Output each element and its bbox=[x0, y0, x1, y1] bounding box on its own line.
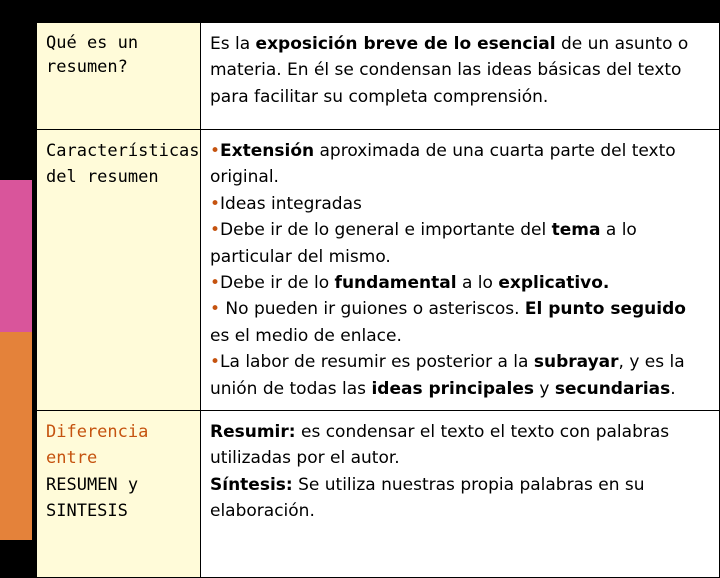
text-span: Se utiliza nuestras propia palabras en su elaboración. bbox=[210, 474, 645, 522]
text-span: Ideas integradas bbox=[220, 193, 362, 214]
list-item bbox=[210, 138, 710, 191]
bold-span: explicativo. bbox=[498, 273, 610, 294]
definition-cell bbox=[201, 23, 720, 130]
list-item bbox=[210, 296, 710, 349]
text-span: a lo bbox=[456, 273, 499, 294]
summary-table bbox=[36, 22, 720, 578]
text-span: Debe ir de lo general e importante del bbox=[220, 220, 552, 241]
definition-resumir bbox=[210, 419, 710, 472]
text-span: La labor de resumir es posterior a la bbox=[220, 352, 534, 373]
text-span: de un asunto o materia. En él se condensan las ideas básicas del texto para facilitar su completa comprensión. bbox=[210, 34, 689, 107]
bold-span: El punto seguido bbox=[524, 299, 686, 320]
text-span: aproximada de una cuarta parte del texto original. bbox=[210, 141, 676, 188]
row-label: Qué es un resumen? bbox=[46, 33, 139, 77]
left-stripe-bottom bbox=[0, 332, 32, 540]
text-span: Debe ir de lo bbox=[220, 273, 335, 294]
bullet: • bbox=[210, 352, 221, 373]
left-stripe-top bbox=[0, 0, 32, 180]
text-span: es el medio de enlace. bbox=[210, 325, 402, 346]
bold-span: Extensión bbox=[220, 141, 315, 161]
list-item bbox=[210, 349, 710, 402]
table-row bbox=[37, 23, 720, 130]
table-row bbox=[37, 411, 720, 578]
label-what-is-summary bbox=[37, 23, 201, 130]
left-stripe-middle bbox=[0, 180, 32, 332]
bold-span: ideas principales bbox=[371, 378, 534, 399]
text-span: . bbox=[670, 378, 676, 399]
bullet: • bbox=[210, 141, 221, 161]
text-span: Es la bbox=[210, 34, 256, 54]
characteristics-cell bbox=[201, 130, 720, 411]
bold-span: tema bbox=[551, 220, 601, 241]
row-label: entre bbox=[46, 448, 98, 469]
list-item bbox=[210, 191, 710, 217]
bold-span: subrayar bbox=[533, 352, 619, 373]
definition-sintesis bbox=[210, 472, 710, 525]
bullet: • bbox=[210, 299, 221, 320]
bold-span: secundarias bbox=[554, 378, 671, 399]
row-label: RESUMEN y SINTESIS bbox=[46, 474, 139, 522]
bullet: • bbox=[210, 193, 221, 214]
text-span: , y es la unión de todas las bbox=[210, 352, 685, 399]
text-span: No pueden ir guiones o asteriscos. bbox=[220, 299, 525, 320]
text-span: a lo particular del mismo. bbox=[210, 220, 637, 267]
bold-span: fundamental bbox=[334, 273, 457, 294]
difference-cell bbox=[201, 411, 720, 578]
table-row bbox=[37, 130, 720, 411]
text-span: es condensar el texto el texto con palabras utilizadas por el autor. bbox=[210, 422, 670, 469]
bold-span: Síntesis: bbox=[210, 474, 293, 495]
text-span: y bbox=[534, 378, 555, 399]
bullet: • bbox=[210, 273, 221, 294]
bold-span: exposición breve de lo esencial bbox=[255, 34, 556, 54]
list-item bbox=[210, 217, 710, 270]
bold-span: Resumir: bbox=[210, 422, 296, 443]
list-item bbox=[210, 270, 710, 296]
label-characteristics bbox=[37, 130, 201, 411]
row-label: Diferencia bbox=[46, 422, 149, 443]
bullet: • bbox=[210, 220, 221, 241]
row-label: Características del resumen bbox=[46, 141, 200, 188]
label-difference bbox=[37, 411, 201, 578]
